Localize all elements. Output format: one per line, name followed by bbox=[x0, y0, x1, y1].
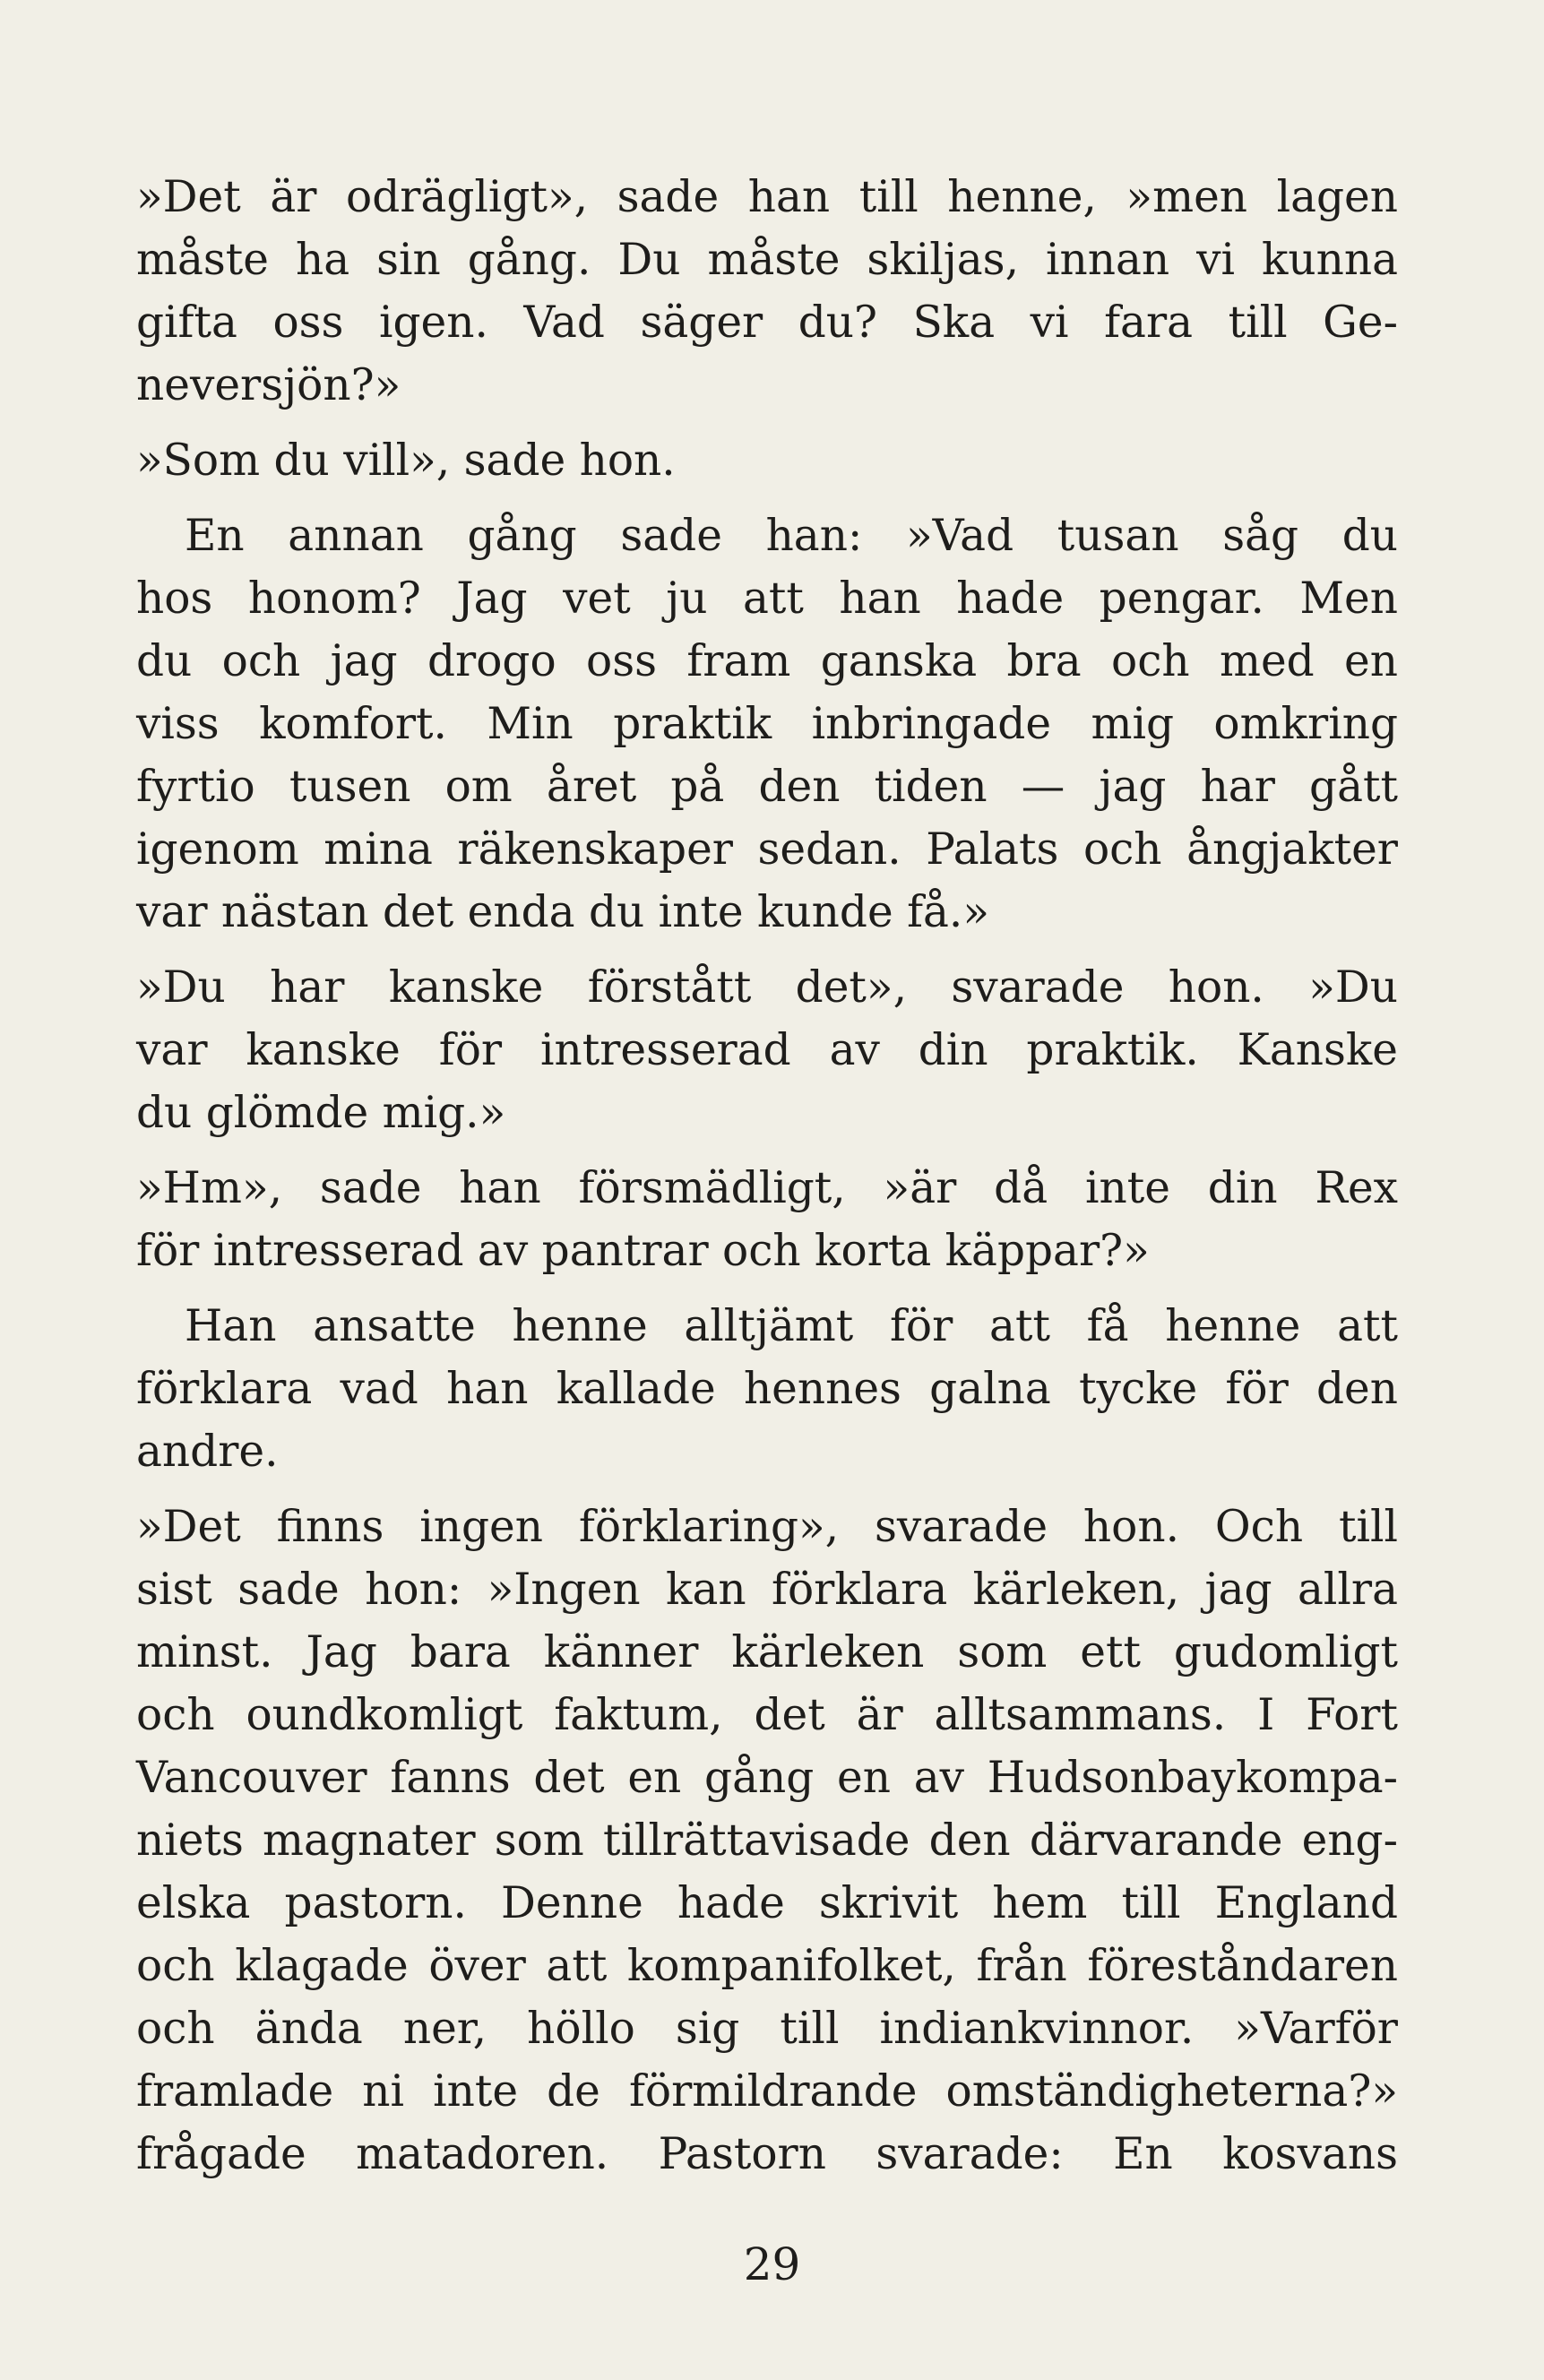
text-line: »Det finns ingen förklaring», svarade hon. Och till bbox=[136, 1502, 1398, 1552]
paragraph bbox=[136, 1496, 1398, 2186]
text-line: sist sade hon: »Ingen kan förklara kärleken, jag allra bbox=[136, 1565, 1398, 1615]
text-line: och oundkomligt faktum, det är alltsammans. I Fort bbox=[136, 1690, 1398, 1740]
text-line: måste ha sin gång. Du måste skiljas, innan vi kunna bbox=[136, 235, 1398, 285]
text-line: gifta oss igen. Vad säger du? Ska vi fara till Ge- bbox=[136, 298, 1398, 348]
text-line: var kanske för intresserad av din praktik. Kanske bbox=[136, 1025, 1398, 1075]
text-line: var nästan det enda du inte kunde få.» bbox=[136, 887, 990, 937]
text-line: igenom mina räkenskaper sedan. Palats och ångjakter bbox=[136, 824, 1398, 875]
text-line: framlade ni inte de förmildrande omständigheterna?» bbox=[136, 2066, 1398, 2117]
body-text bbox=[136, 166, 1398, 2186]
text-line: »Det är odrägligt», sade han till henne, »men lagen bbox=[136, 172, 1398, 222]
paragraph bbox=[136, 1295, 1398, 1483]
text-line: Han ansatte henne alltjämt för att få henne att bbox=[185, 1301, 1398, 1351]
text-line: »Som du vill», sade hon. bbox=[136, 435, 676, 486]
text-line: elska pastorn. Denne hade skrivit hem till England bbox=[136, 1878, 1398, 1928]
text-line: frågade matadoren. Pastorn svarade: En kosvans bbox=[136, 2129, 1398, 2179]
text-line: förklara vad han kallade hennes galna tycke för den bbox=[136, 1364, 1398, 1414]
text-line: niets magnater som tillrättavisade den därvarande eng- bbox=[136, 1815, 1398, 1866]
paragraph bbox=[136, 956, 1398, 1144]
text-line: »Du har kanske förstått det», svarade hon. »Du bbox=[136, 962, 1398, 1013]
paragraph bbox=[136, 1157, 1398, 1282]
text-line: för intresserad av pantrar och korta käppar?» bbox=[136, 1226, 1150, 1276]
paragraph bbox=[136, 429, 1398, 492]
text-line: Vancouver fanns det en gång en av Hudsonbaykompa- bbox=[136, 1753, 1398, 1803]
text-line: neversjön?» bbox=[136, 360, 401, 410]
text-line: du glömde mig.» bbox=[136, 1088, 506, 1138]
text-line: du och jag drogo oss fram ganska bra och med en bbox=[136, 636, 1398, 686]
text-line: och ända ner, höllo sig till indiankvinnor. »Varför bbox=[136, 2004, 1398, 2054]
paragraph bbox=[136, 504, 1398, 944]
text-line: »Hm», sade han försmädligt, »är då inte din Rex bbox=[136, 1163, 1398, 1213]
text-line: En annan gång sade han: »Vad tusan såg du bbox=[185, 511, 1398, 561]
text-line: andre. bbox=[136, 1427, 279, 1477]
paragraph bbox=[136, 166, 1398, 417]
text-line: minst. Jag bara känner kärleken som ett gudomligt bbox=[136, 1627, 1398, 1677]
text-line: viss komfort. Min praktik inbringade mig omkring bbox=[136, 699, 1398, 749]
text-line: fyrtio tusen om året på den tiden — jag har gått bbox=[136, 762, 1398, 812]
page-number: 29 bbox=[743, 2238, 801, 2290]
text-line: och klagade över att kompanifolket, från föreståndaren bbox=[136, 1941, 1398, 1991]
text-line: hos honom? Jag vet ju att han hade pengar. Men bbox=[136, 573, 1398, 624]
